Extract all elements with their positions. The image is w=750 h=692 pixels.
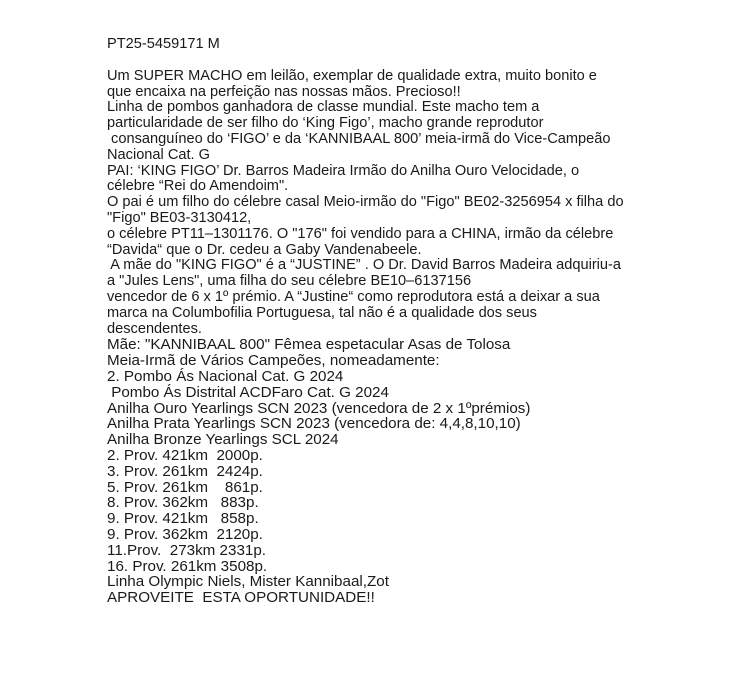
text-line: “Davida“ que o Dr. cedeu a Gaby Vandenabeele. [107, 241, 422, 258]
text-line: PAI: ‘KING FIGO’ Dr. Barros Madeira Irmão do Anilha Ouro Velocidade, o [107, 162, 580, 179]
text-line: Um SUPER MACHO em leilão, exemplar de qualidade extra, muito bonito e [107, 67, 597, 84]
text-line: 3. Prov. 261km 2424p. [107, 462, 263, 480]
text-line: Nacional Cat. G [107, 146, 211, 163]
text-line: 2. Pombo Ás Nacional Cat. G 2024 [107, 367, 344, 385]
document-body [107, 37, 727, 606]
text-line: o célebre PT11–1301176. O "176" foi vendido para a CHINA, irmão da célebre [107, 225, 614, 242]
text-line: 8. Prov. 362km 883p. [107, 494, 259, 512]
text-line: que encaixa na perfeição nas nossas mãos. Precioso!! [107, 83, 461, 100]
text-line: A mãe do "KING FIGO" é a “JUSTINE” . O Dr. David Barros Madeira adquiriu-a [107, 257, 622, 274]
text-line: "Figo" BE03-3130412, [107, 209, 252, 226]
text-line: 9. Prov. 362km 2120p. [107, 525, 263, 543]
text-line: 9. Prov. 421km 858p. [107, 510, 259, 528]
text-line: 2. Prov. 421km 2000p. [107, 446, 263, 464]
text-line: Linha Olympic Niels, Mister Kannibaal,Zot [107, 573, 389, 591]
text-line: Pombo Ás Distrital ACDFaro Cat. G 2024 [107, 383, 389, 401]
text-line: consanguíneo do ‘FIGO’ e da ‘KANNIBAAL 800’ meia-irmã do Vice-Campeão [107, 130, 611, 147]
text-line: célebre “Rei do Amendoim". [107, 178, 289, 195]
text-line: O pai é um filho do célebre casal Meio-irmão do "Figo" BE02-3256954 x filha do [107, 194, 624, 211]
text-line: Meia-Irmã de Vários Campeões, nomeadamente: [107, 352, 440, 370]
text-line: a "Jules Lens", uma filha do seu célebre BE10–6137156 [107, 273, 472, 290]
text-line: 11.Prov. 273km 2331p. [107, 541, 266, 559]
text-line: Anilha Ouro Yearlings SCN 2023 (vencedora de 2 x 1ºprémios) [107, 399, 531, 417]
text-line: Anilha Bronze Yearlings SCL 2024 [107, 431, 339, 449]
ring-id: PT25-5459171 M [107, 36, 220, 52]
text-line: marca na Columbofilia Portuguesa, tal não é a qualidade dos seus [107, 304, 537, 321]
closing-line: APROVEITE ESTA OPORTUNIDADE!! [107, 589, 375, 607]
text-line: 5. Prov. 261km 861p. [107, 478, 263, 496]
text-line: Mãe: "KANNIBAAL 800" Fêmea espetacular Asas de Tolosa [107, 336, 511, 354]
text-line: Anilha Prata Yearlings SCN 2023 (vencedora de: 4,4,8,10,10) [107, 415, 521, 433]
text-line: Linha de pombos ganhadora de classe mundial. Este macho tem a [107, 99, 540, 116]
text-line: 16. Prov. 261km 3508p. [107, 557, 268, 575]
text-line: descendentes. [107, 320, 202, 337]
text-line: vencedor de 6 x 1º prémio. A “Justine“ como reprodutora está a deixar a sua [107, 288, 600, 305]
text-line: particularidade de ser filho do ‘King Figo’, macho grande reprodutor [107, 115, 544, 132]
